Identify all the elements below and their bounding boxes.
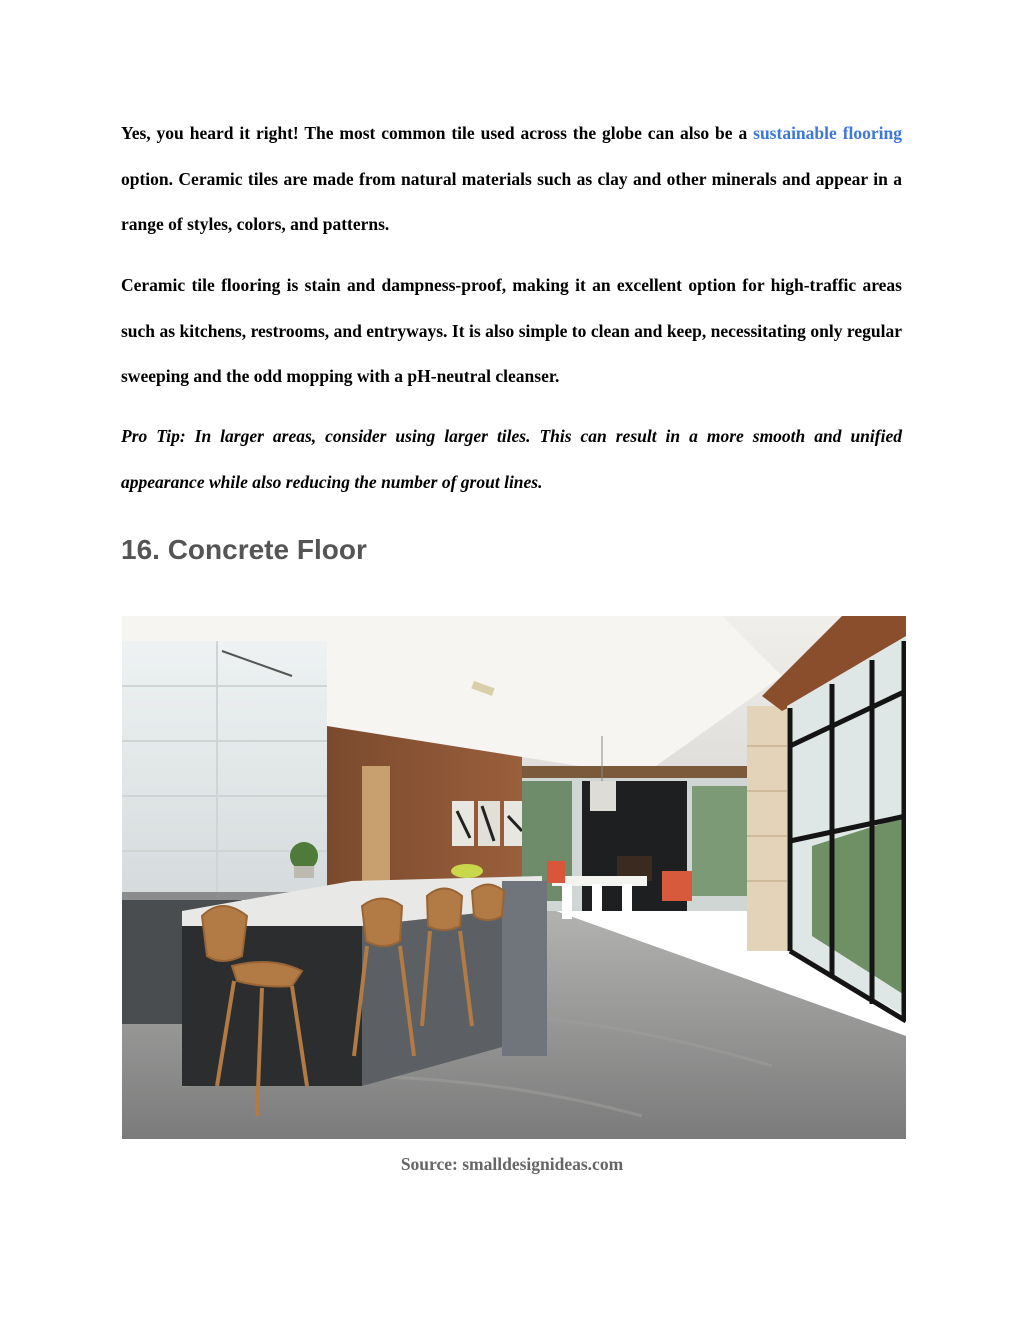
paragraph-ceramic-intro [121, 111, 902, 248]
paragraph-text: Yes, you heard it right! The most common tile used across the globe can also be a [121, 123, 748, 143]
section-heading: 16. Concrete Floor [121, 534, 367, 565]
concrete-floor-kitchen-photo [122, 616, 906, 1139]
image-source-caption: Source: smalldesignideas.com [400, 1154, 624, 1174]
paragraph-ceramic-benefits: Ceramic tile flooring is stain and dampness-proof, making it an excellent option for high-traffic areas such as kitchens, restrooms, and entryways. It is also simple to clean and keep, necessitating only regular sweeping and the odd mopping with a pH-neutral cleanser. [121, 275, 902, 386]
sustainable-flooring-link[interactable]: sustainable flooring [753, 123, 902, 143]
paragraph-text: option. Ceramic tiles are made from natural materials such as clay and other minerals and appear in a range of styles, colors, and patterns. [121, 168, 902, 234]
pro-tip-paragraph: Pro Tip: In larger areas, consider using larger tiles. This can result in a more smooth and unified appearance while also reducing the number of grout lines. [121, 426, 902, 492]
